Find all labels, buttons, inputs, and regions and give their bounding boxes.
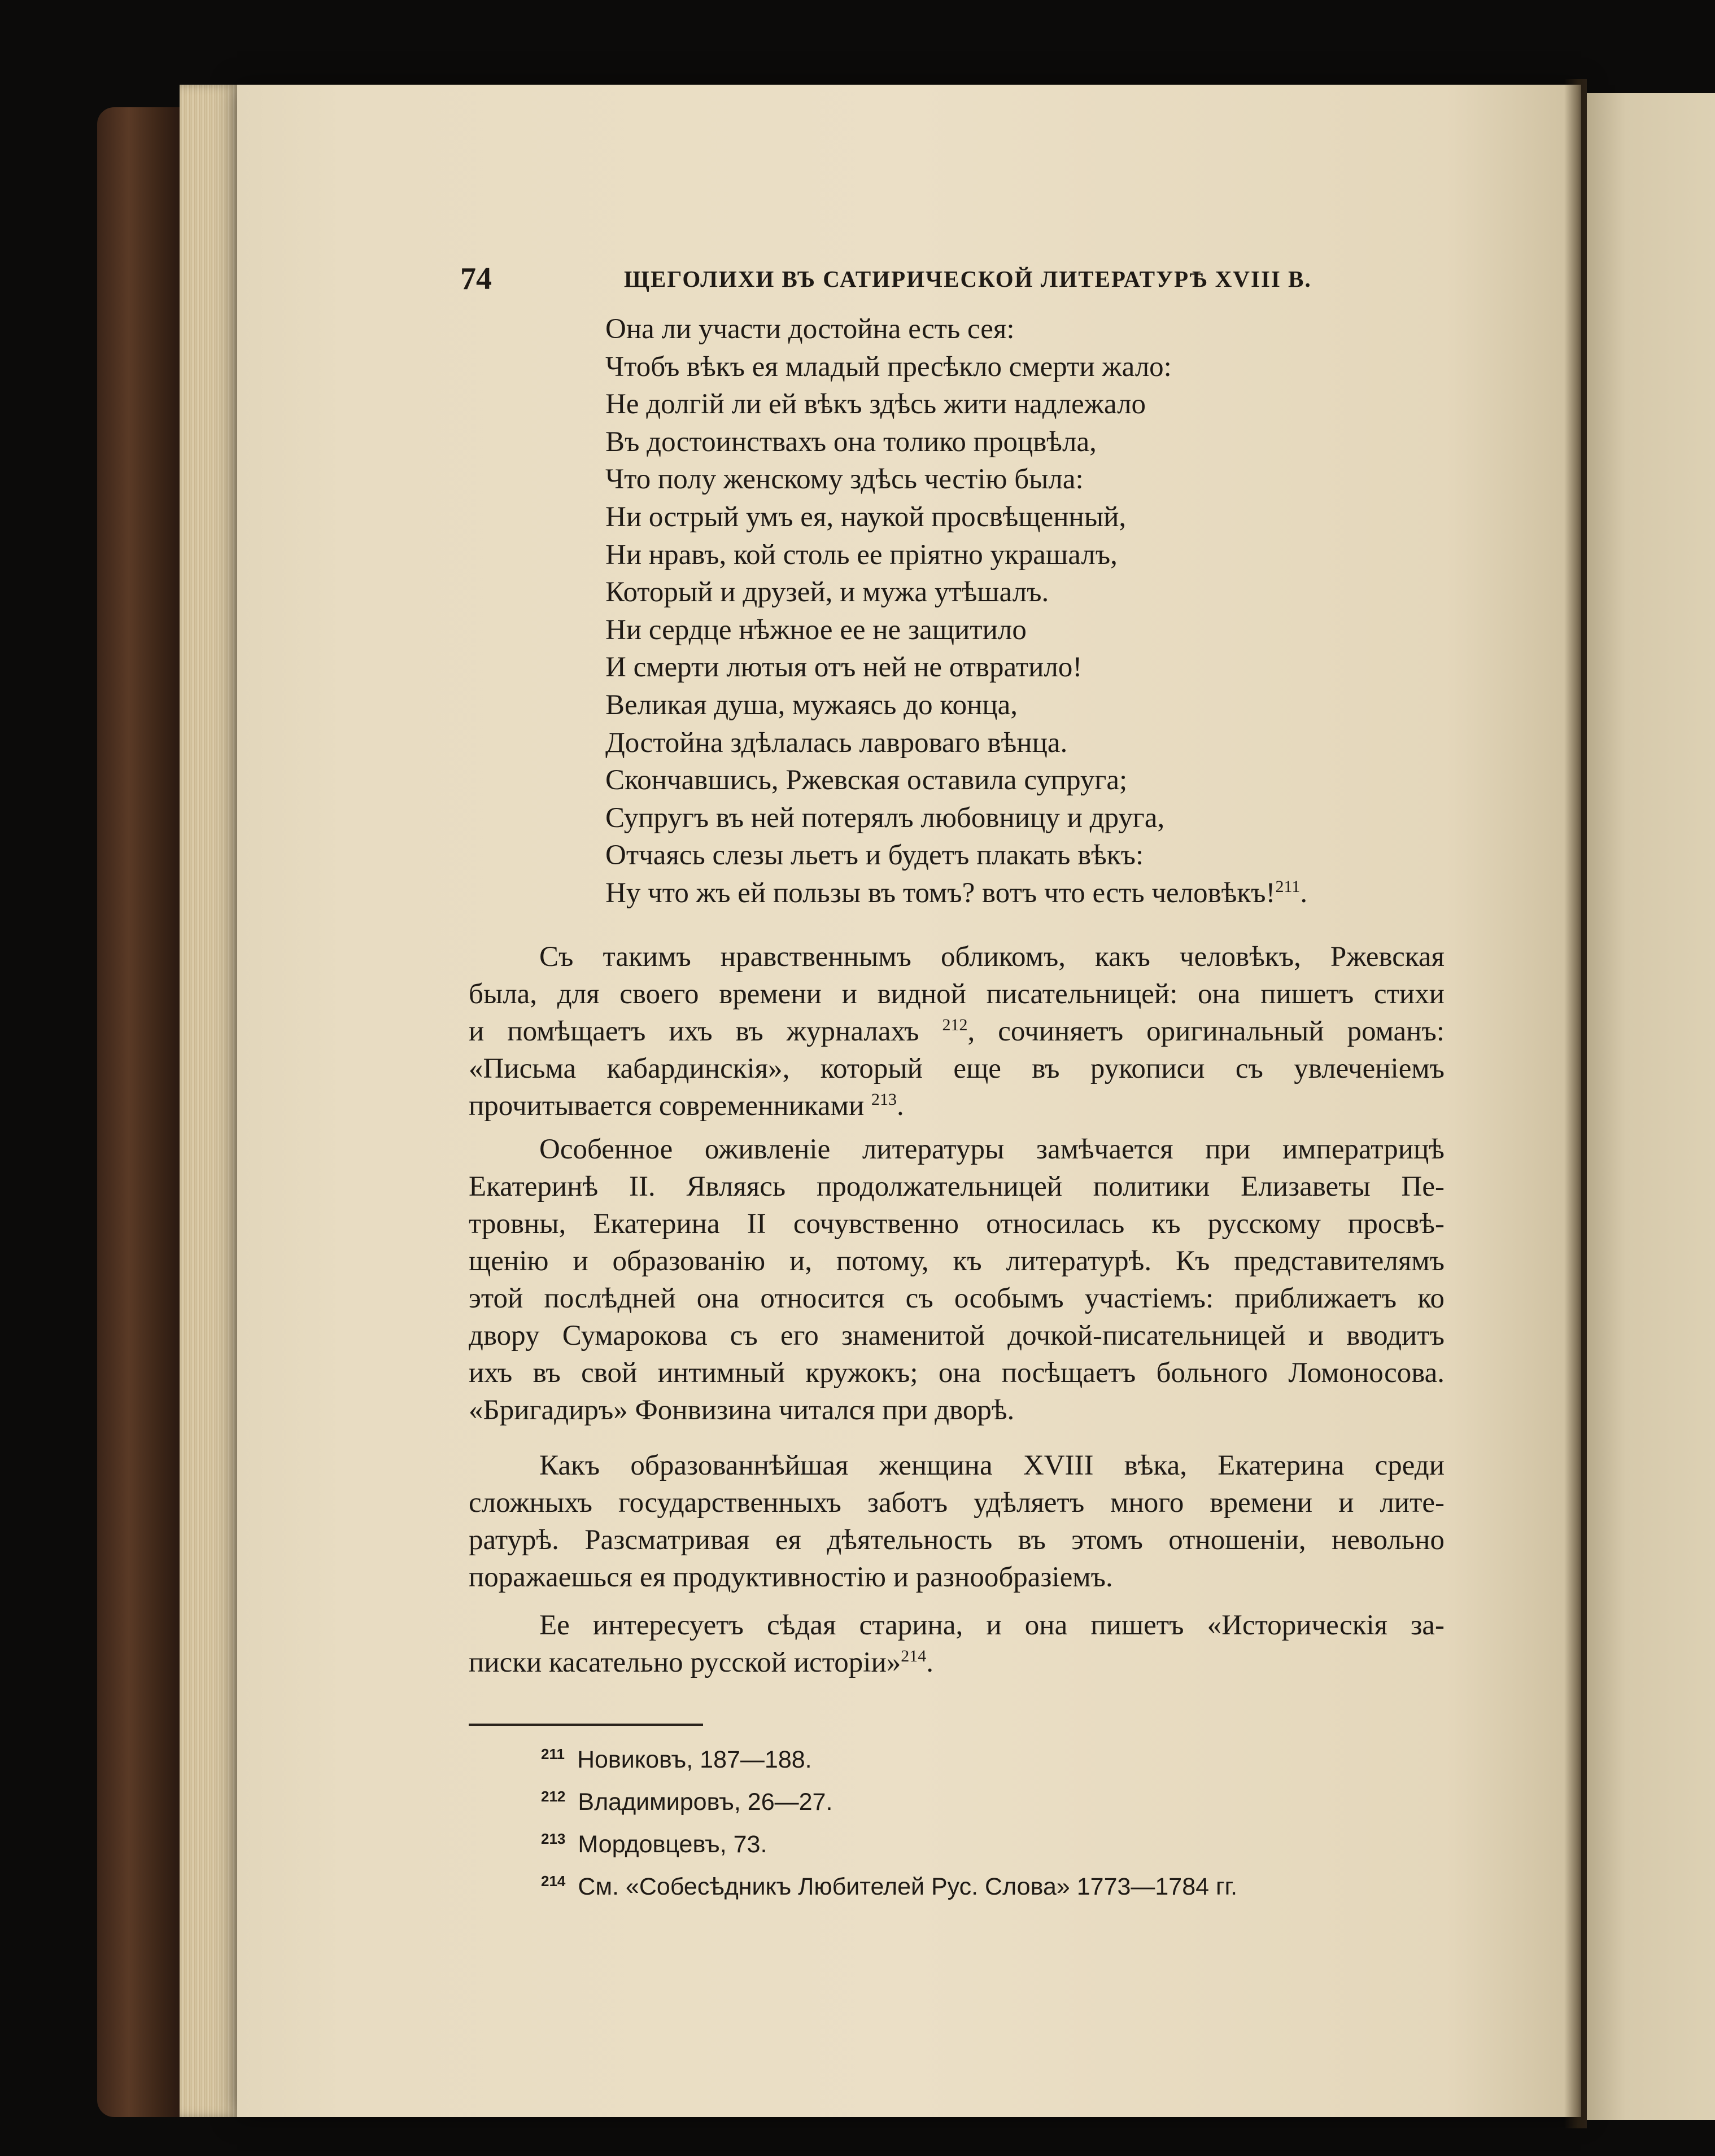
- footnote-text: Владимировъ, 26—27.: [578, 1788, 833, 1816]
- page-edges: [180, 85, 242, 2117]
- poem-line: Ни острый умъ ея, наукой просвѣщенный,: [605, 501, 1127, 533]
- text-line: Особенное оживленіе литературы замѣчается при императрицѣ: [539, 1134, 1445, 1165]
- poem-line: Что полу женскому здѣсь честію была:: [605, 463, 1084, 496]
- book-gutter: [1564, 79, 1587, 2128]
- poem-line: Чтобъ вѣкъ ея младый пресѣкло смерти жало:: [605, 351, 1172, 383]
- text-line: ратурѣ. Разсматривая ея дѣятельность въ этомъ отношеніи, невольно: [469, 1524, 1445, 1556]
- poem-line: Великая душа, мужаясь до конца,: [605, 689, 1018, 721]
- footnote-text: См. «Собесѣдникъ Любителей Рус. Слова» 1773—1784 гг.: [578, 1873, 1238, 1900]
- poem-line: Она ли участи достойна есть сея:: [605, 313, 1015, 345]
- text-line: была, для своего времени и видной писательницей: она пишетъ стихи: [469, 978, 1445, 1010]
- paragraph-3: [469, 1447, 1445, 1596]
- paragraph-1: [469, 938, 1445, 1125]
- paragraph-2: [469, 1131, 1445, 1429]
- book-cover: [97, 107, 187, 2117]
- text-line: двору Сумарокова съ его знаменитой дочкой-писательницей и вводитъ: [469, 1320, 1445, 1352]
- footnote: [541, 1739, 1237, 1781]
- poem-line: Ни нравъ, кой столь ее пріятно украшалъ,: [605, 539, 1118, 571]
- text-line: поражаешься ея продуктивностію и разнообразіемъ.: [469, 1562, 1113, 1593]
- footnote-ref: 211: [1275, 877, 1301, 896]
- text-line: [469, 1644, 1445, 1681]
- poem-line-end: .: [1300, 877, 1308, 909]
- text-line: ихъ въ свой интимный кружокъ; она посѣщаетъ больного Ломоносова.: [469, 1357, 1445, 1389]
- text-line: этой послѣдней она относится съ особымъ участіемъ: приближаетъ ко: [469, 1283, 1445, 1314]
- footnote-ref: 213: [871, 1090, 897, 1109]
- text-line: [469, 1087, 1445, 1125]
- footnotes: [541, 1739, 1237, 1908]
- footnote-mark: 213: [541, 1830, 566, 1847]
- poem-line: Отчаясь слезы льетъ и будетъ плакать вѣкъ:: [605, 839, 1144, 872]
- poem-line: Въ достоинствахъ она толико процвѣла,: [605, 426, 1097, 458]
- text-segment: .: [926, 1647, 934, 1678]
- poem-line: Ни сердце нѣжное ее не защитило: [605, 614, 1027, 646]
- text-line: щенію и образованію и, потому, къ литературѣ. Къ представителямъ: [469, 1245, 1445, 1277]
- poem-line-text: Ну что жъ ей пользы въ томъ? вотъ что есть человѣкъ!: [605, 877, 1276, 909]
- page-number: 74: [460, 261, 492, 296]
- text-segment: писки касательно русской исторіи»: [469, 1647, 901, 1678]
- poem-line: Достойна здѣлалась лавроваго вѣнца.: [605, 727, 1068, 759]
- footnote-mark: 211: [541, 1745, 565, 1763]
- footnote-ref: 212: [942, 1016, 968, 1034]
- footnote-ref: 214: [901, 1647, 927, 1665]
- text-segment: , сочиняетъ оригинальный романъ:: [967, 1016, 1445, 1047]
- poem-last-line: [605, 874, 1486, 912]
- footnote-text: Новиковъ, 187—188.: [577, 1746, 812, 1773]
- footnote-text: Мордовцевъ, 73.: [578, 1831, 767, 1858]
- text-segment: .: [897, 1090, 904, 1122]
- poem-line: Супругъ въ ней потерялъ любовницу и друга,: [605, 802, 1165, 834]
- poem-line: Который и друзей, и мужа утѣшалъ.: [605, 576, 1049, 609]
- footnote: [541, 1823, 1237, 1866]
- footnote: [541, 1866, 1237, 1908]
- poem-line: И смерти лютыя отъ ней не отвратило!: [605, 651, 1083, 684]
- facing-page: [1587, 93, 1715, 2120]
- text-line: [469, 1013, 1445, 1050]
- text-line: Екатеринѣ II. Являясь продолжательницей политики Елизаветы Пе-: [469, 1171, 1445, 1202]
- text-line: тровны, Екатерина II сочувственно относилась къ русскому просвѣ-: [469, 1208, 1445, 1240]
- poem-line: Скончавшись, Ржевская оставила супруга;: [605, 764, 1128, 797]
- poem: [605, 311, 1486, 912]
- text-line: сложныхъ государственныхъ заботъ удѣляетъ много времени и лите-: [469, 1487, 1445, 1519]
- text-line: Какъ образованнѣйшая женщина XVIII вѣка, Екатерина среди: [539, 1450, 1445, 1481]
- footnote-mark: 214: [541, 1872, 566, 1890]
- footnote-mark: 212: [541, 1787, 566, 1805]
- text-segment: прочитывается современниками: [469, 1090, 865, 1122]
- paragraph-4: [469, 1607, 1445, 1681]
- running-title: ЩЕГОЛИХИ ВЪ САТИРИЧЕСКОЙ ЛИТЕРАТУРѢ XVIII В.: [624, 266, 1312, 292]
- text-line: «Письма кабардинскія», который еще въ рукописи съ увлеченіемъ: [469, 1053, 1445, 1084]
- text-line: Ее интересуетъ сѣдая старина, и она пишетъ «Историческія за-: [539, 1610, 1445, 1641]
- poem-line: Не долгій ли ей вѣкъ здѣсь жити надлежало: [605, 388, 1146, 421]
- text-line: «Бригадиръ» Фонвизина читался при дворѣ.: [469, 1394, 1015, 1426]
- text-segment: и помѣщаетъ ихъ въ журналахъ: [469, 1016, 919, 1047]
- text-line: Съ такимъ нравственнымъ обликомъ, какъ человѣкъ, Ржевская: [539, 941, 1445, 973]
- footnote-divider: [469, 1724, 703, 1726]
- footnote: [541, 1781, 1237, 1823]
